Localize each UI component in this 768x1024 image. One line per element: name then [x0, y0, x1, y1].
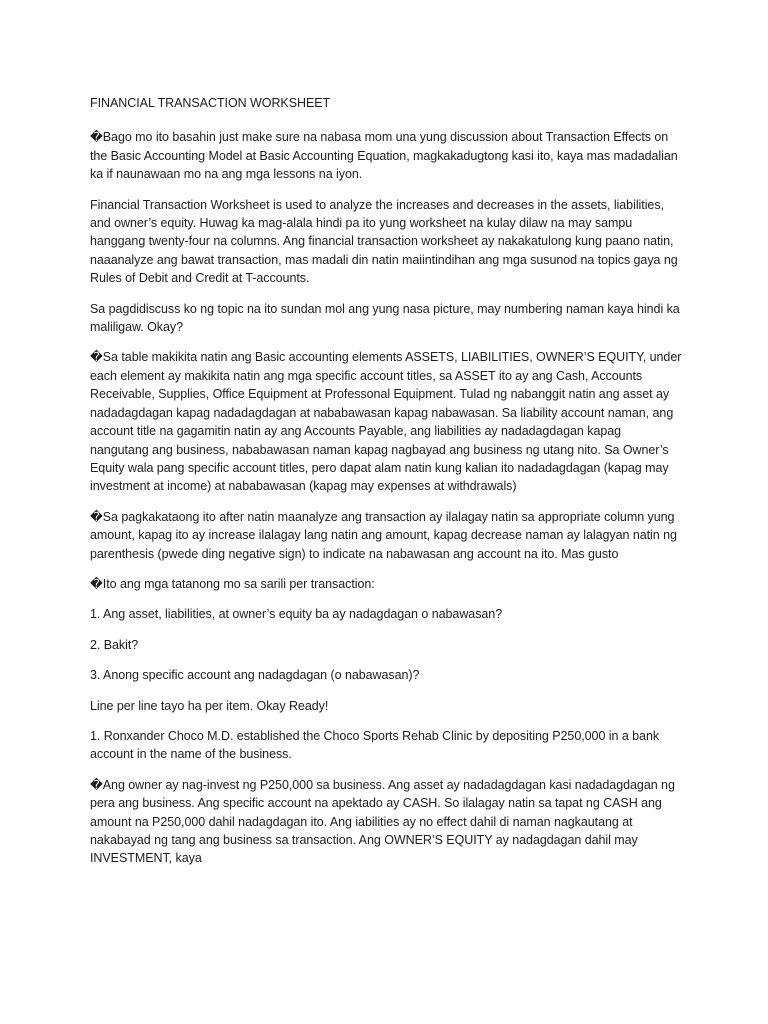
paragraph-questions-intro: �Ito ang mga tatanong mo sa sarili per transaction:: [90, 576, 375, 591]
paragraph-table-elements: �Sa table makikita natin ang Basic accounting elements ASSETS, LIABILITIES, OWNER’S EQUITY, under each element ay makikita natin ang mga specific account titles, sa ASSET ito ay ang Cash, Accounts Receivable, Supplies, Office Equipment at Professonal Equipment. Tulad ng nabanggit natin ang asset ay nadadagdagan kapag nadadagdagan at nababawasan kapag nabawasan. Sa liability account naman, ang account title na gagamitin natin ay ang Accounts Payable, ang liabilities ay nadadagdagan kapag nangutang ang business, nababawasan naman kapag nagbayad ang business ng utang nito. Sa Owner’s Equity wala pang specific account titles, pero dapat alam natin kung kalian ito nadadagdagan (kapag may investment at income) at nababawasan (kapag may expenses at withdrawals): [90, 350, 682, 494]
paragraph-definition: Financial Transaction Worksheet is used to analyze the increases and decreases in the assets, liabilities, and owner’s equity. Huwag ka mag-alala hindi pa ito yung worksheet na kulay dilaw na may sampu hanggang twenty-four na columns. Ang financial transaction worksheet ay nakakatulong kung paano natin, naaanalyze ang bawat transaction, mas madali din natin maiintindihan ang mga susunod na topics gaya ng Rules of Debit and Credit at T-accounts.: [90, 197, 678, 286]
paragraph-intro: �Bago mo ito basahin just make sure na nabasa mom una yung discussion about Transaction Effects on the Basic Accounting Model at Basic Accounting Equation, magkakadugtong kasi ito, kaya mas madadalian ka if naunawaan mo na ang mga lessons na iyon.: [90, 130, 678, 182]
question-1: 1. Ang asset, liabilities, at owner’s equity ba ay nadagdagan o nabawasan?: [90, 607, 503, 622]
transaction-1: 1. Ronxander Choco M.D. established the Choco Sports Rehab Clinic by depositing P250,000 in a bank account in the name of the business.: [90, 728, 660, 762]
question-2: 2. Bakit?: [90, 637, 139, 652]
paragraph-transaction-1-analysis: �Ang owner ay nag-invest ng P250,000 sa business. Ang asset ay nadadagdagan kasi nadadagdagan ng pera ang business. Ang specific account na apektado ay CASH. So ilalagay natin sa tapat ng CASH ang amount na P250,000 dahil nadagdagan ito. Ang iabilities ay no effect dahil di naman nagkautang at nakabayad ng tang ang business sa transaction. Ang OWNER’S EQUITY ay nadagdagan dahil may INVESTMENT, kaya: [90, 777, 675, 866]
question-3: 3. Anong specific account ang nadagdagan (o nabawasan)?: [90, 668, 420, 683]
paragraph-column-amounts: �Sa pagkakataong ito after natin maanalyze ang transaction ay ilalagay natin sa appropriate column yung amount, kapag ito ay increase ilalagay lang natin ang amount, kapag decrease naman ay lalagyan natin ng parenthesis (pwede ding negative sign) to indicate na nabawasan ang account na ito. Mas gusto: [90, 509, 677, 561]
paragraph-ready: Line per line tayo ha per item. Okay Ready!: [90, 698, 329, 713]
document-title: FINANCIAL TRANSACTION WORKSHEET: [90, 96, 331, 110]
paragraph-picture-guide: Sa pagdidiscuss ko ng topic na ito sundan mol ang yung nasa picture, may numbering naman kaya hindi ka maliligaw. Okay?: [90, 301, 680, 335]
document-body: [90, 94, 682, 880]
